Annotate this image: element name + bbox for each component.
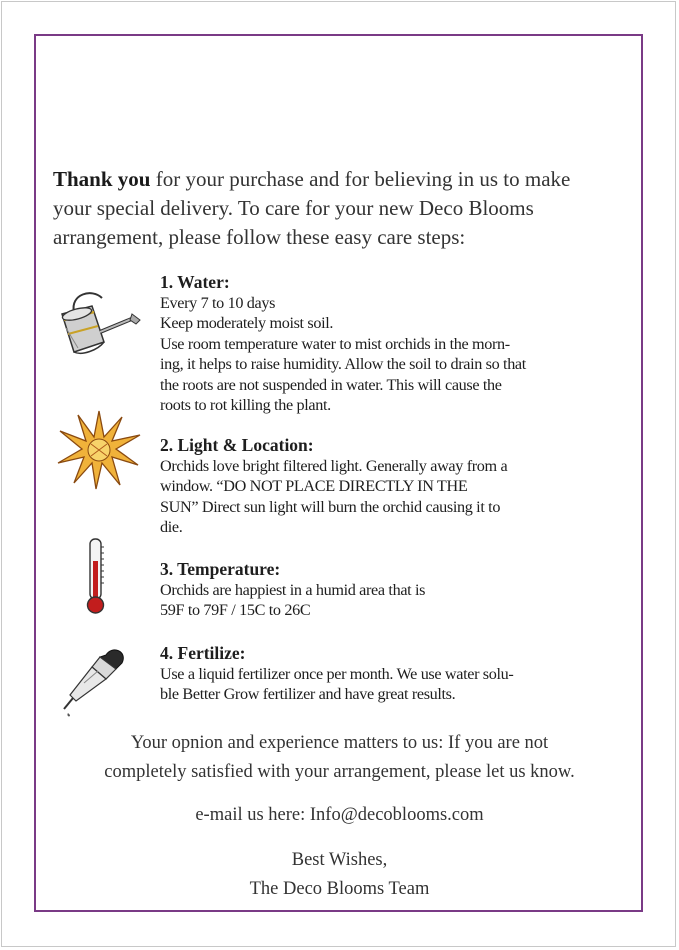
thermometer-icon <box>84 537 108 617</box>
step-fertilize <box>160 643 620 705</box>
intro-paragraph <box>53 165 613 252</box>
feedback-line: Your opnion and experience matters to us: If you are not <box>130 733 549 753</box>
watering-can-icon <box>52 284 144 362</box>
step-line: 59F to 79F / 15C to 26C <box>160 601 311 619</box>
step-line: Keep moderately moist soil. <box>160 314 334 332</box>
step-line: Orchids love bright filtered light. Generally away from a <box>160 456 508 475</box>
sun-icon <box>56 409 142 491</box>
step-line: SUN” Direct sun light will burn the orchid causing it to <box>160 497 501 516</box>
step-line: roots to rot killing the plant. <box>160 396 331 414</box>
step-line: Use a liquid fertilizer once per month. We use water solu- <box>160 664 514 683</box>
step-line: window. “DO NOT PLACE DIRECTLY IN THE <box>160 477 468 495</box>
step-line: Orchids are happiest in a humid area that is <box>160 580 426 599</box>
step-line: die. <box>160 518 183 536</box>
intro-text: for your purchase and for believing in us to make your special delivery. To care for your new Deco Blooms arrangement, please follow these easy care steps: <box>53 167 571 249</box>
step-title: 3. Temperature: <box>160 559 281 579</box>
step-line: ble Better Grow fertilizer and have great results. <box>160 685 456 703</box>
signoff <box>40 846 639 904</box>
step-title: 1. Water: <box>160 272 230 292</box>
dropper-icon <box>62 643 132 719</box>
step-title: 2. Light & Location: <box>160 435 314 455</box>
step-temperature <box>160 559 620 621</box>
step-line: ing, it helps to raise humidity. Allow the soil to drain so that <box>160 355 526 373</box>
intro-bold: Thank you <box>53 167 151 191</box>
step-water <box>160 272 620 416</box>
best-wishes: Best Wishes, <box>291 850 388 870</box>
step-light <box>160 435 620 538</box>
step-line: Use room temperature water to mist orchids in the morn- <box>160 334 510 353</box>
feedback-paragraph <box>40 729 639 787</box>
step-line: Every 7 to 10 days <box>160 293 276 312</box>
email-line: e-mail us here: Info@decoblooms.com <box>195 805 484 825</box>
feedback-line: completely satisfied with your arrangement, please let us know. <box>104 762 575 782</box>
step-title: 4. Fertilize: <box>160 643 246 663</box>
step-line: the roots are not suspended in water. This will cause the <box>160 375 502 394</box>
team-name: The Deco Blooms Team <box>249 879 430 899</box>
